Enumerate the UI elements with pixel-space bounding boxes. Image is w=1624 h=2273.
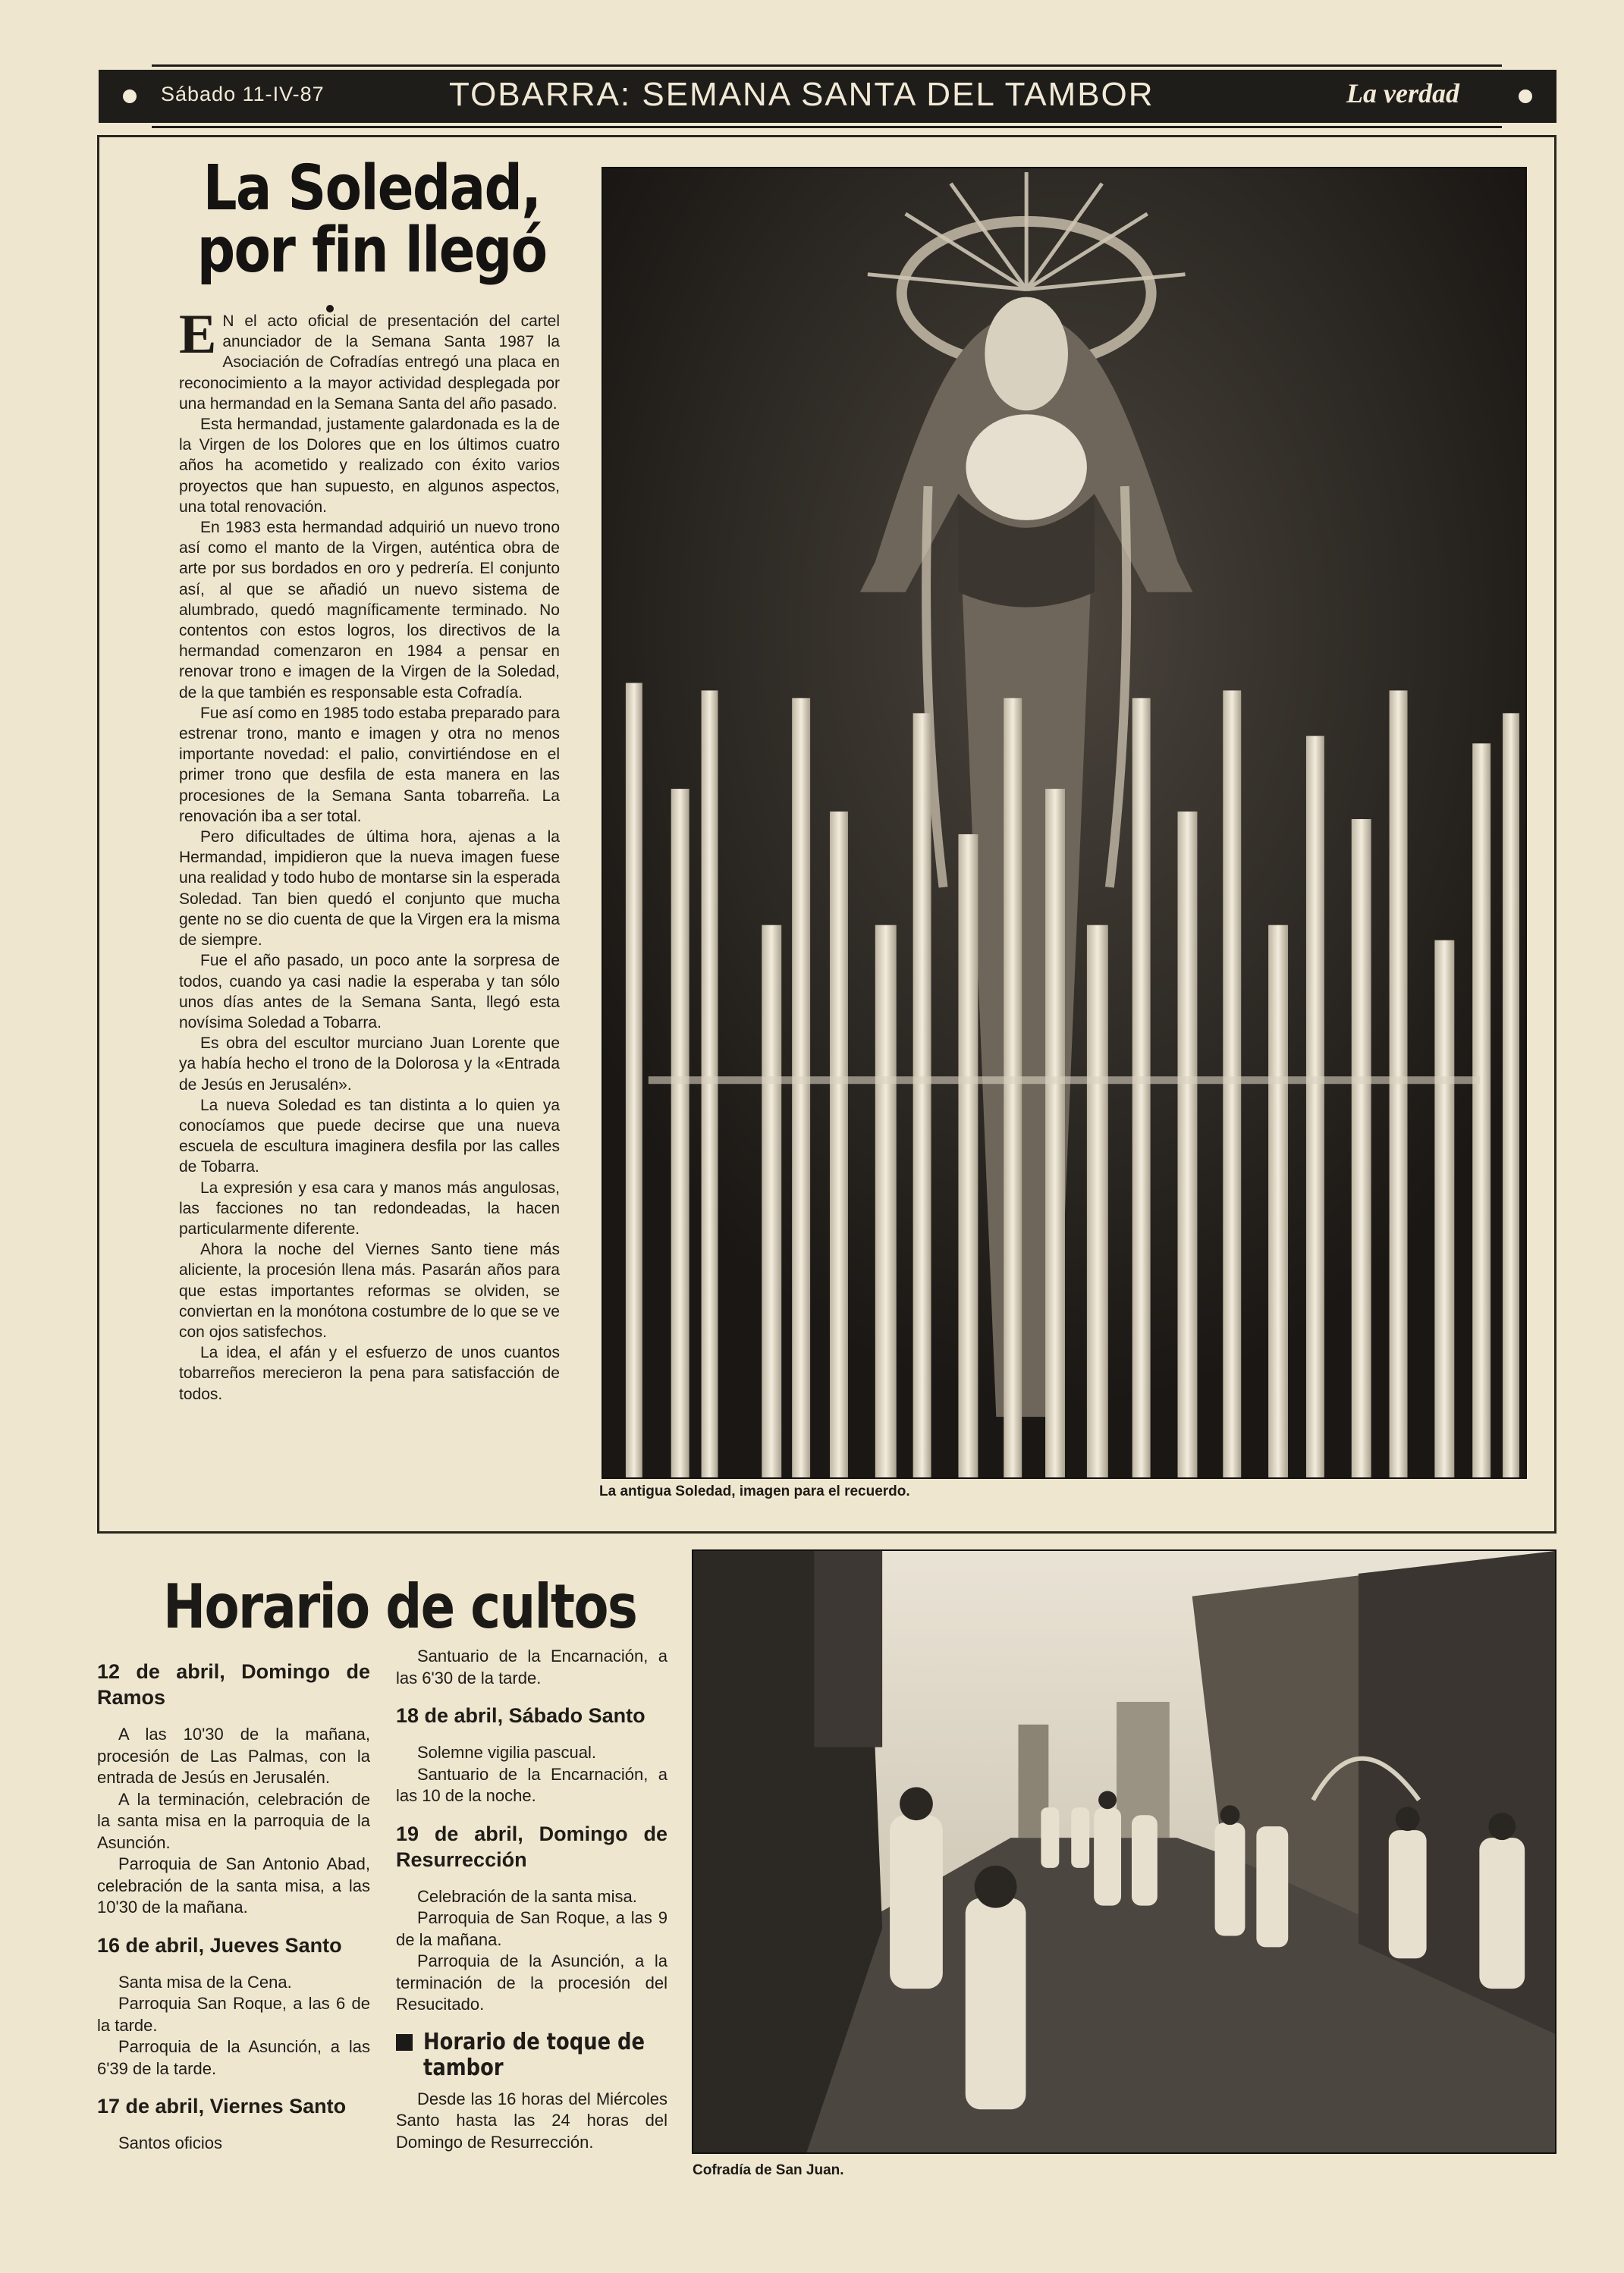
street-photo-caption: Cofradía de San Juan.	[693, 2162, 844, 2178]
procession-street-photo	[692, 1549, 1556, 2154]
schedule-line: Solemne vigilia pascual.	[417, 1743, 597, 1762]
schedule-line: Santa misa de la Cena.	[118, 1972, 292, 1992]
article-paragraph: En 1983 esta hermandad adquirió un nuevo trono así como el manto de la Virgen, auténtica obra de arte por sus bordados en oro y pedrería. El conjunto así, al que se añadió un nuevo sistema de alumbrado, quedó magníficamente terminado. No contentos con estos logros, los directivos de la hermandad comenzaron en 1984 a pensar en renovar trono e imagen de la Virgen de la Soledad, de la que también es responsable esta Cofradía.	[179, 519, 560, 702]
schedule-line: Celebración de la santa misa.	[417, 1886, 637, 1906]
section-title: TOBARRA: SEMANA SANTA DEL TAMBOR	[449, 76, 1154, 113]
day-heading: 12 de abril, Domingo de Ramos	[97, 1660, 370, 1709]
schedule-title: Horario de cultos	[163, 1571, 637, 1642]
headline-line-1: La Soledad,	[203, 152, 541, 224]
soledad-photo	[602, 167, 1527, 1479]
page-header	[99, 70, 1556, 123]
schedule-line: Parroquia de la Asunción, a la terminación de la procesión del Resucitado.	[396, 1951, 668, 2014]
schedule-line: Parroquia de San Antonio Abad, celebración de la santa misa, a las 10'30 de la mañana.	[97, 1854, 370, 1917]
header-right-dot	[1519, 89, 1532, 103]
schedule-line: A la terminación, celebración de la santa misa en la parroquia de la Asunción.	[97, 1789, 370, 1852]
article-body	[179, 303, 561, 1405]
article-paragraph: Ahora la noche del Viernes Santo tiene más aliciente, la procesión llena más. Pasarán años para que estas importantes reformas se olviden, se conviertan en la monótona costumbre de lo que se ve con ojos satisfechos.	[179, 1241, 560, 1341]
article-paragraph: Pero dificultades de última hora, ajenas a la Hermandad, impidieron que la nueva imagen fuese una realidad y todo hubo de montarse sin la esperada Soledad. Tan bien quedó el conjunto que mucha gente no se dio cuenta de que la Virgen era la misma de siempre.	[179, 828, 561, 950]
article-paragraph: E N el acto oficial de presentación del cartel anunciador de la Semana Santa 1987 la Asociación de Cofradías entregó una placa en reconocimiento a la mayor actividad desplegada por una hermandad en la Semana Santa del año pasado.	[179, 303, 560, 413]
article-headline	[186, 152, 558, 287]
header-left-dot	[123, 89, 137, 103]
headline-line-2: por fin llegó	[196, 215, 547, 287]
main-photo-caption: La antigua Soledad, imagen para el recuerdo.	[599, 1483, 910, 1499]
article-paragraph: Fue el año pasado, un poco ante la sorpresa de todos, cuando ya casi nadie la esperaba y tan sólo unos días antes de la Semana Santa, llegó esta novísima Soledad a Tobarra.	[179, 952, 560, 1031]
article-paragraph: Fue así como en 1985 todo estaba preparado para estrenar trono, manto e imagen y otra no menos importante novedad: el palio, convirtiéndose en el primer trono que desfila de esta manera en las procesiones de la Semana Santa tobarreña. La renovación iba a ser total.	[179, 704, 560, 825]
schedule-column-2	[396, 1646, 668, 2153]
article-paragraph: La nueva Soledad es tan distinta a lo quien ya conocíamos que puede decirse que una nueva escuela de escultura imaginera desfila por las calles de Tobarra.	[179, 1096, 560, 1176]
article-paragraph: Es obra del escultor murciano Juan Lorente que ya había hecho el trono de la Dolorosa y la «Entrada de Jesús en Jerusalén».	[179, 1034, 560, 1094]
schedule-line: Parroquia San Roque, a las 6 de la tarde.	[97, 1994, 370, 2035]
day-heading: 17 de abril, Viernes Santo	[97, 2095, 347, 2118]
day-heading: 16 de abril, Jueves Santo	[97, 1933, 342, 1957]
drum-schedule-text: Desde las 16 horas del Miércoles Santo hasta las 24 horas del Domingo de Resurrección.	[396, 2089, 668, 2152]
schedule-column-1	[97, 1659, 370, 2155]
newspaper-logo: La verdad	[1346, 78, 1459, 108]
schedule-line: Parroquia de San Roque, a las 9 de la mañana.	[396, 1908, 668, 1949]
day-heading: 18 de abril, Sábado Santo	[396, 1704, 646, 1727]
schedule-line: Santos oficios	[118, 2133, 222, 2152]
article-paragraph: La expresión y esa cara y manos más angulosas, las facciones no tan redondeadas, la hacen particularmente diferente.	[179, 1179, 560, 1238]
drop-cap: E	[179, 303, 217, 366]
article-paragraph: Esta hermandad, justamente galardonada es la de la Virgen de los Dolores que en los últimos cuatro años ha acometido y realizado con éxito varios proyectos que han supuesto, en algunos aspectos, una total renovación.	[179, 416, 560, 516]
issue-date: Sábado 11-IV-87	[161, 83, 325, 105]
schedule-line: Santuario de la Encarnación, a las 10 de la noche.	[396, 1764, 668, 1805]
article-paragraph: La idea, el afán y el esfuerzo de unos cuantos tobarreños merecieron la pena para satisfacción de todos.	[179, 1344, 560, 1403]
schedule-line: Santuario de la Encarnación, a las 6'30 de la tarde.	[396, 1647, 668, 1687]
drum-schedule-heading: Horario de toque de tambor	[396, 2030, 668, 2081]
schedule-line: Parroquia de la Asunción, a las 6'39 de la tarde.	[97, 2037, 370, 2078]
day-heading: 19 de abril, Domingo de Resurrección	[396, 1822, 668, 1871]
square-bullet-icon	[396, 2034, 413, 2051]
schedule-line: A las 10'30 de la mañana, procesión de Las Palmas, con la entrada de Jesús en Jerusalén.	[97, 1725, 370, 1787]
